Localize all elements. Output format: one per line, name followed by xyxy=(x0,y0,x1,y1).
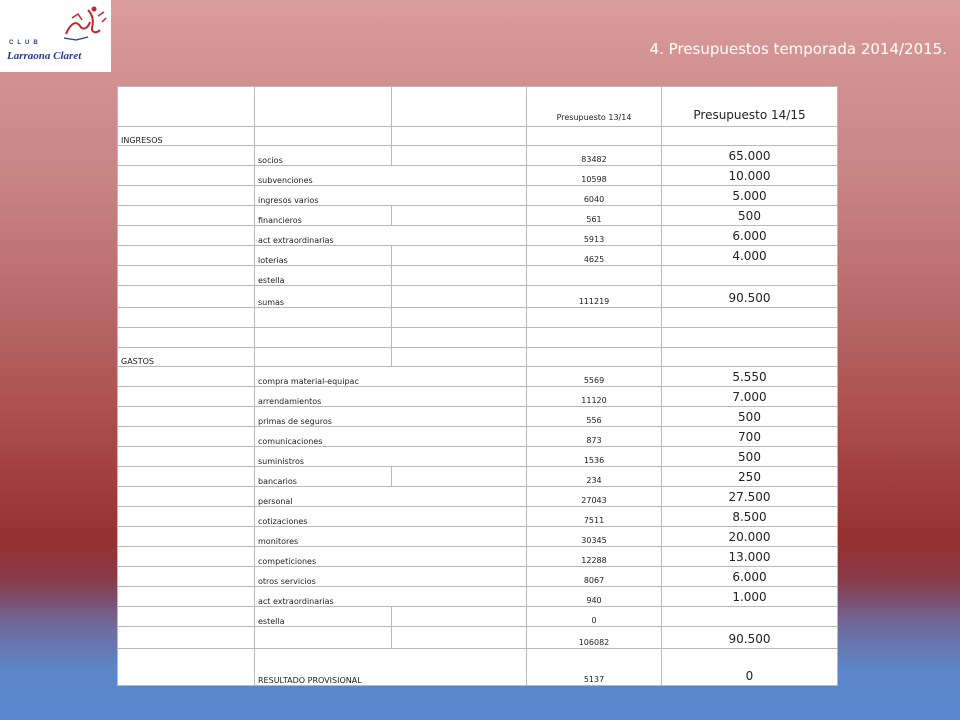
concept-cell: subvenciones xyxy=(255,166,527,186)
table-row xyxy=(118,407,838,427)
empty-cell xyxy=(118,649,255,686)
concept-cell: compra material-equipac xyxy=(255,367,527,387)
players-logo-icon xyxy=(58,4,108,44)
prev-value-cell: 5913 xyxy=(527,226,662,246)
resultado-label: RESULTADO PROVISIONAL xyxy=(255,649,527,686)
prev-value-cell: 30345 xyxy=(527,527,662,547)
prev-value-cell: 5569 xyxy=(527,367,662,387)
prev-value-cell: 27043 xyxy=(527,487,662,507)
empty-cell xyxy=(118,427,255,447)
concept-cell: estella xyxy=(255,266,392,286)
prev-value-cell: 12288 xyxy=(527,547,662,567)
empty-cell xyxy=(392,266,527,286)
curr-value-cell: 500 xyxy=(662,407,838,427)
concept-cell: bancarios xyxy=(255,467,392,487)
resultado-curr: 0 xyxy=(662,649,838,686)
empty-cell xyxy=(392,146,527,166)
empty-cell xyxy=(118,547,255,567)
empty-cell xyxy=(392,127,527,146)
prev-value-cell: 6040 xyxy=(527,186,662,206)
prev-value-cell: 556 xyxy=(527,407,662,427)
concept-cell: comunicaciones xyxy=(255,427,527,447)
empty-cell xyxy=(255,87,392,127)
prev-value-cell: 7511 xyxy=(527,507,662,527)
curr-value-cell: 4.000 xyxy=(662,246,838,266)
concept-cell: loterias xyxy=(255,246,392,266)
section-label-gastos: GASTOS xyxy=(118,348,255,367)
table-row xyxy=(118,507,838,527)
gastos-total-prev: 106082 xyxy=(527,627,662,649)
empty-cell xyxy=(118,206,255,226)
logo-club-text: CLUB xyxy=(9,40,42,46)
curr-value-cell: 5.550 xyxy=(662,367,838,387)
empty-cell xyxy=(118,407,255,427)
empty-cell xyxy=(118,627,255,649)
prev-value-cell xyxy=(527,266,662,286)
empty-cell xyxy=(392,286,527,308)
table-row xyxy=(118,266,838,286)
prev-value-cell: 234 xyxy=(527,467,662,487)
spacer-row xyxy=(118,308,838,328)
section-row-ingresos xyxy=(118,127,838,146)
empty-cell xyxy=(255,308,392,328)
curr-value-cell: 500 xyxy=(662,447,838,467)
empty-cell xyxy=(118,87,255,127)
logo-club-name: Larraona Claret xyxy=(7,50,82,62)
empty-cell xyxy=(118,487,255,507)
concept-cell: act extraordinarias xyxy=(255,587,527,607)
table-header-row xyxy=(118,87,838,127)
empty-cell xyxy=(118,246,255,266)
prev-value-cell: 111219 xyxy=(527,286,662,308)
concept-cell: monitores xyxy=(255,527,527,547)
empty-cell xyxy=(118,286,255,308)
concept-cell: sumas xyxy=(255,286,392,308)
prev-value-cell: 873 xyxy=(527,427,662,447)
budget-table xyxy=(117,86,838,686)
empty-cell xyxy=(392,607,527,627)
curr-value-cell xyxy=(662,607,838,627)
spacer-row xyxy=(118,328,838,348)
curr-value-cell: 90.500 xyxy=(662,286,838,308)
header-prev-budget: Presupuesto 13/14 xyxy=(527,87,662,127)
resultado-row xyxy=(118,649,838,686)
table-row xyxy=(118,467,838,487)
concept-cell: primas de seguros xyxy=(255,407,527,427)
table-row xyxy=(118,547,838,567)
prev-value-cell: 83482 xyxy=(527,146,662,166)
curr-value-cell: 6.000 xyxy=(662,567,838,587)
empty-cell xyxy=(662,127,838,146)
concept-cell: cotizaciones xyxy=(255,507,527,527)
empty-cell xyxy=(118,186,255,206)
table-row xyxy=(118,226,838,246)
empty-cell xyxy=(255,127,392,146)
curr-value-cell: 65.000 xyxy=(662,146,838,166)
empty-cell xyxy=(118,328,255,348)
empty-cell xyxy=(392,206,527,226)
empty-cell xyxy=(118,507,255,527)
empty-cell xyxy=(392,328,527,348)
concept-cell: estella xyxy=(255,607,392,627)
table-row xyxy=(118,206,838,226)
empty-cell xyxy=(118,567,255,587)
empty-cell xyxy=(118,226,255,246)
table-row xyxy=(118,527,838,547)
concept-cell: act extraordinarias xyxy=(255,226,527,246)
concept-cell: socios xyxy=(255,146,392,166)
curr-value-cell: 250 xyxy=(662,467,838,487)
table-row xyxy=(118,487,838,507)
empty-cell xyxy=(527,308,662,328)
empty-cell xyxy=(662,308,838,328)
curr-value-cell: 8.500 xyxy=(662,507,838,527)
table-row xyxy=(118,587,838,607)
empty-cell xyxy=(392,87,527,127)
curr-value-cell: 1.000 xyxy=(662,587,838,607)
table-row xyxy=(118,427,838,447)
curr-value-cell: 700 xyxy=(662,427,838,447)
empty-cell xyxy=(118,166,255,186)
empty-cell xyxy=(662,348,838,367)
prev-value-cell: 1536 xyxy=(527,447,662,467)
empty-cell xyxy=(392,467,527,487)
prev-value-cell: 4625 xyxy=(527,246,662,266)
curr-value-cell: 6.000 xyxy=(662,226,838,246)
empty-cell xyxy=(118,266,255,286)
concept-cell: suministros xyxy=(255,447,527,467)
table-row xyxy=(118,246,838,266)
empty-cell xyxy=(118,367,255,387)
table-row xyxy=(118,367,838,387)
empty-cell xyxy=(118,308,255,328)
prev-value-cell: 10598 xyxy=(527,166,662,186)
table-row xyxy=(118,286,838,308)
prev-value-cell: 11120 xyxy=(527,387,662,407)
empty-cell xyxy=(118,146,255,166)
empty-cell xyxy=(527,127,662,146)
concept-cell: personal xyxy=(255,487,527,507)
empty-cell xyxy=(527,328,662,348)
empty-cell xyxy=(527,348,662,367)
resultado-prev: 5137 xyxy=(527,649,662,686)
empty-cell xyxy=(118,607,255,627)
table-row xyxy=(118,186,838,206)
empty-cell xyxy=(392,348,527,367)
empty-cell xyxy=(118,467,255,487)
empty-cell xyxy=(118,527,255,547)
curr-value-cell: 20.000 xyxy=(662,527,838,547)
section-row-gastos xyxy=(118,348,838,367)
table-row xyxy=(118,607,838,627)
club-logo xyxy=(0,0,111,72)
header-curr-budget: Presupuesto 14/15 xyxy=(662,87,838,127)
curr-value-cell xyxy=(662,266,838,286)
prev-value-cell: 8067 xyxy=(527,567,662,587)
curr-value-cell: 7.000 xyxy=(662,387,838,407)
empty-cell xyxy=(255,627,392,649)
page-title: 4. Presupuestos temporada 2014/2015. xyxy=(649,40,947,58)
empty-cell xyxy=(662,328,838,348)
curr-value-cell: 5.000 xyxy=(662,186,838,206)
concept-cell: ingresos varios xyxy=(255,186,527,206)
concept-cell: otros servicios xyxy=(255,567,527,587)
concept-cell: competiciones xyxy=(255,547,527,567)
curr-value-cell: 500 xyxy=(662,206,838,226)
table-row xyxy=(118,166,838,186)
concept-cell: financieros xyxy=(255,206,392,226)
table-row xyxy=(118,387,838,407)
empty-cell xyxy=(118,587,255,607)
curr-value-cell: 27.500 xyxy=(662,487,838,507)
curr-value-cell: 10.000 xyxy=(662,166,838,186)
empty-cell xyxy=(255,328,392,348)
empty-cell xyxy=(118,387,255,407)
prev-value-cell: 940 xyxy=(527,587,662,607)
empty-cell xyxy=(392,627,527,649)
prev-value-cell: 561 xyxy=(527,206,662,226)
section-label-ingresos: INGRESOS xyxy=(118,127,255,146)
empty-cell xyxy=(255,348,392,367)
table-row xyxy=(118,447,838,467)
concept-cell: arrendamientos xyxy=(255,387,527,407)
empty-cell xyxy=(118,447,255,467)
empty-cell xyxy=(392,246,527,266)
prev-value-cell: 0 xyxy=(527,607,662,627)
curr-value-cell: 13.000 xyxy=(662,547,838,567)
gastos-total-row xyxy=(118,627,838,649)
empty-cell xyxy=(392,308,527,328)
gastos-total-curr: 90.500 xyxy=(662,627,838,649)
table-row xyxy=(118,146,838,166)
table-row xyxy=(118,567,838,587)
